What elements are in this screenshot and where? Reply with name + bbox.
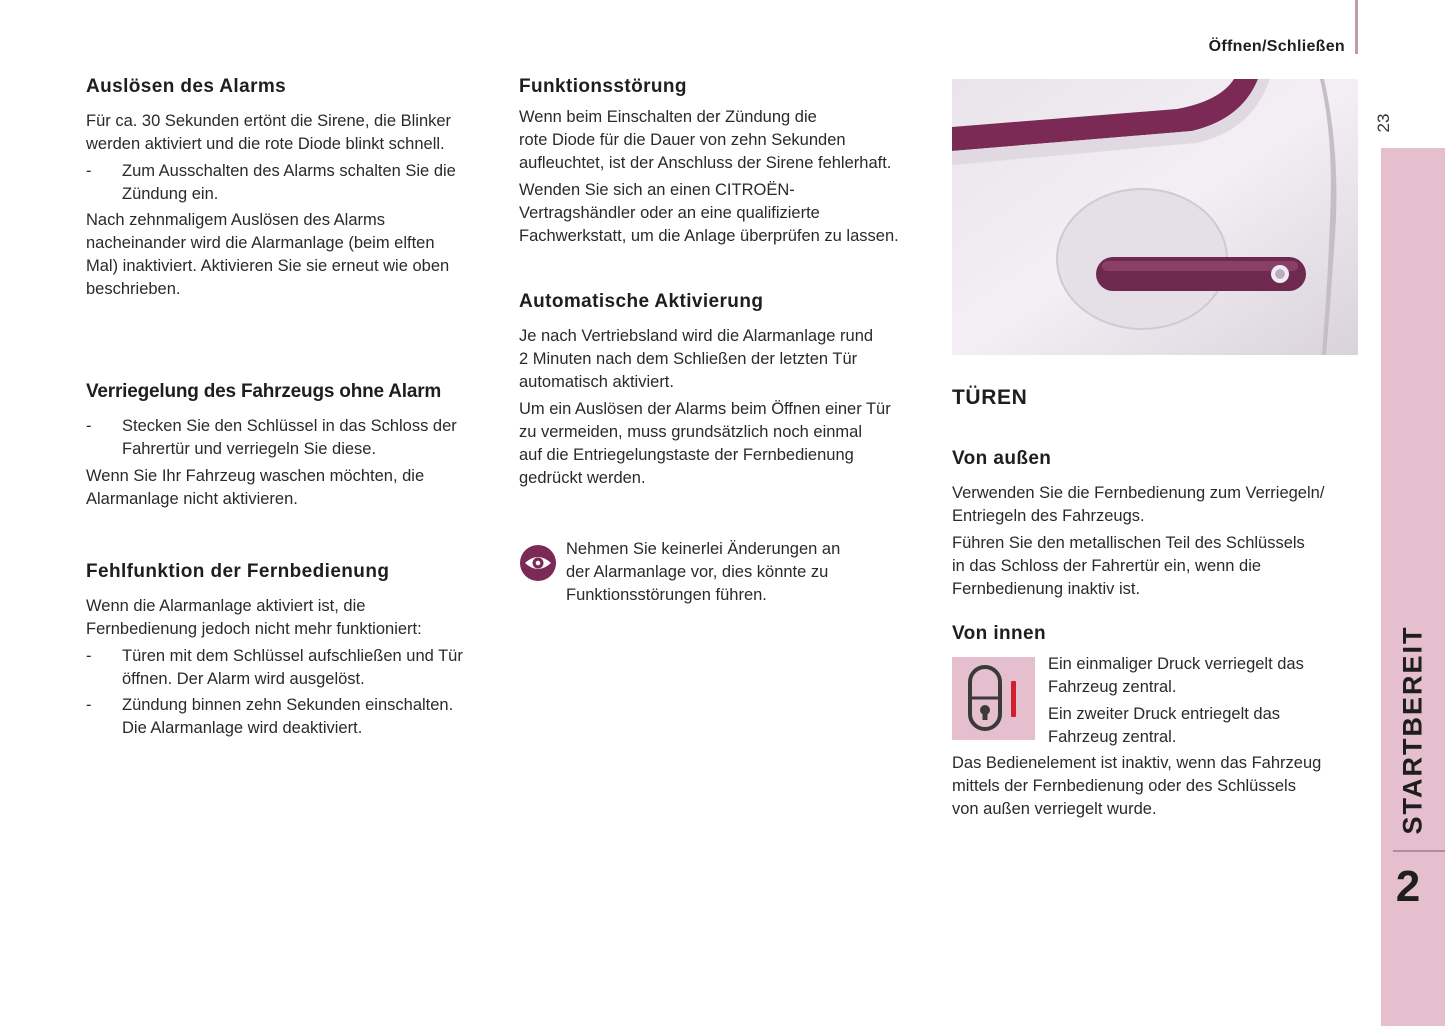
bullet-item: - Zum Ausschalten des Alarms schalten Sie die Zündung ein. [86, 162, 456, 203]
door-handle-illustration [952, 79, 1358, 355]
paragraph: Ein zweiter Druck entriegelt das Fahrzeug zentral. [1048, 705, 1281, 746]
chapter-label: STARTBEREIT [1397, 625, 1428, 835]
chapter-divider [1393, 850, 1445, 852]
paragraph: Wenden Sie sich an einen CITROËN- Vertragshändler oder an eine qualifizierte Fachwerkstatt, um die Anlage überprüfen zu lassen. [519, 181, 899, 245]
heading-funktionsstoerung: Funktionsstörung [519, 76, 687, 97]
heading-von-innen: Von innen [952, 623, 1047, 644]
bullet-item: - Türen mit dem Schlüssel aufschließen und Tür öffnen. Der Alarm wird ausgelöst. [86, 647, 463, 688]
paragraph: Für ca. 30 Sekunden ertönt die Sirene, die Blinker werden aktiviert und die rote Diode blinkt schnell. [86, 112, 452, 153]
heading-ausloesen: Auslösen des Alarms [86, 76, 287, 97]
heading-fehlfunktion: Fehlfunktion der Fernbedienung [86, 561, 390, 582]
paragraph: Nach zehnmaligem Auslösen des Alarms nacheinander wird die Alarmanlage (beim elften Mal) inaktiviert. Aktivieren Sie sie erneut wie oben beschrieben. [86, 211, 450, 298]
warning-note: Nehmen Sie keinerlei Änderungen an der Alarmanlage vor, dies könnte zu Funktionsstörungen führen. [566, 540, 841, 604]
heading-von-aussen: Von außen [952, 448, 1052, 469]
paragraph: Wenn die Alarmanlage aktiviert ist, die Fernbedienung jedoch nicht mehr funktioniert: [86, 597, 422, 638]
paragraph: Führen Sie den metallischen Teil des Schlüssels in das Schloss der Fahrertür ein, wenn die Fernbedienung inaktiv ist. [952, 534, 1305, 598]
paragraph: Je nach Vertriebsland wird die Alarmanlage rund 2 Minuten nach dem Schließen der letzten Tür automatisch aktiviert. [519, 327, 874, 391]
page-number: 23 [1374, 113, 1393, 133]
header-divider [1355, 0, 1358, 54]
paragraph: Verwenden Sie die Fernbedienung zum Verriegeln/ Entriegeln des Fahrzeugs. [952, 484, 1325, 525]
paragraph: Wenn Sie Ihr Fahrzeug waschen möchten, die Alarmanlage nicht aktivieren. [86, 467, 425, 508]
paragraph: Wenn beim Einschalten der Zündung die rote Diode für die Dauer von zehn Sekunden aufleuchtet, ist der Anschluss der Sirene fehlerhaft. [519, 108, 892, 172]
eye-icon [519, 544, 557, 582]
heading-verriegelung: Verriegelung des Fahrzeugs ohne Alarm [86, 381, 442, 402]
paragraph: Um ein Auslösen der Alarms beim Öffnen einer Tür zu vermeiden, muss grundsätzlich noch einmal auf die Entriegelungstaste der Fernbedienung gedrückt werden. [519, 400, 891, 487]
bullet-item: - Zündung binnen zehn Sekunden einschalten. Die Alarmanlage wird deaktiviert. [86, 696, 454, 737]
heading-tueren: TÜREN [952, 386, 1028, 409]
bullet-item: - Stecken Sie den Schlüssel in das Schloss der Fahrertür und verriegeln Sie diese. [86, 417, 457, 458]
heading-automatische-aktivierung: Automatische Aktivierung [519, 291, 764, 312]
central-lock-button-icon [952, 657, 1035, 740]
running-header: Öffnen/Schließen [1208, 38, 1345, 55]
chapter-number: 2 [1395, 862, 1421, 911]
paragraph: Das Bedienelement ist inaktiv, wenn das Fahrzeug mittels der Fernbedienung oder des Schlüssels von außen verriegelt wurde. [952, 754, 1322, 818]
paragraph: Ein einmaliger Druck verriegelt das Fahrzeug zentral. [1048, 655, 1304, 696]
